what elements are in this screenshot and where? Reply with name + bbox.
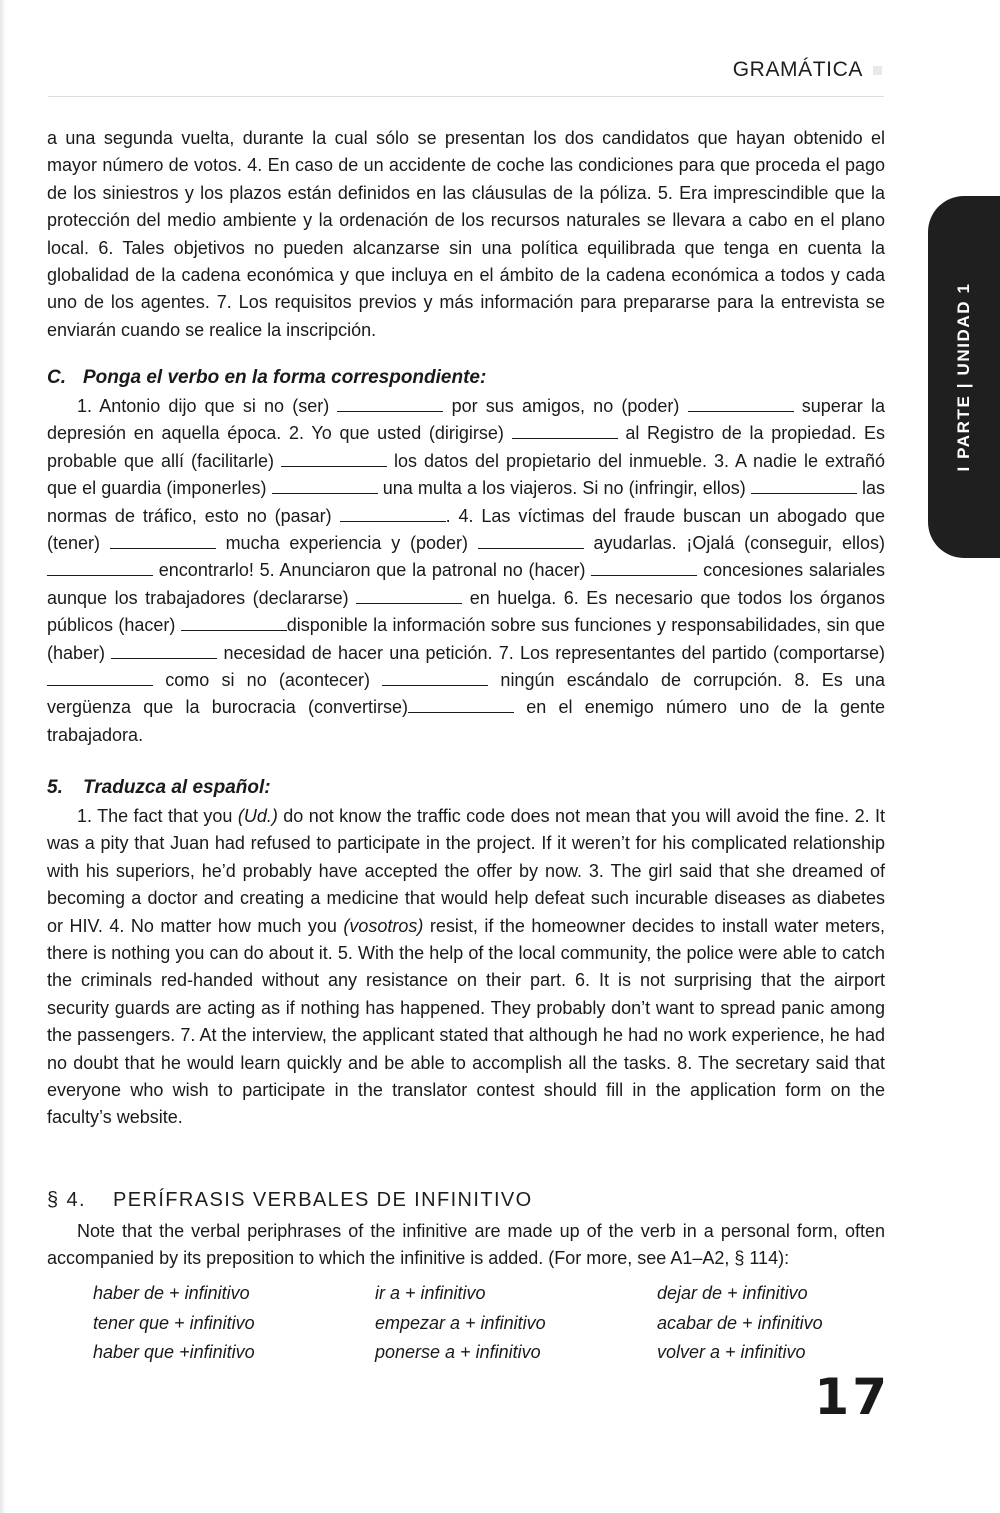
exercise-c-text: las normas de tráfico, esto no (pasar): [47, 478, 885, 526]
exercise-5-pronoun: (Ud.): [237, 806, 278, 826]
side-thumb-tab: [928, 196, 1000, 558]
fill-blank-14[interactable]: [111, 643, 217, 659]
section-4-note: Note that the verbal periphrases of the infinitive are made up of the verb in a personal form, often accompanied by its preposition to which the infinitive is added. (For more, see A1–A2, § 114):: [47, 1221, 885, 1269]
fill-blank-11[interactable]: [591, 560, 697, 576]
section-4-heading: [47, 1189, 885, 1212]
formula-item: haber que +infinitivo: [93, 1342, 255, 1362]
formula-item: haber de + infinitivo: [93, 1283, 250, 1303]
header-square-icon: [873, 66, 882, 75]
exercise-c-text: en huelga. 6. Es necesario que todos los órganos públicos (hacer): [47, 587, 885, 636]
exercise-c-text: mucha experiencia y (poder): [215, 533, 478, 554]
fill-blank-5[interactable]: [272, 478, 378, 494]
section-4-number: § 4.: [47, 1189, 86, 1211]
section-4: [47, 1189, 885, 1273]
fill-blank-15[interactable]: [47, 670, 153, 686]
exercise-c: [47, 367, 885, 749]
exercise-c-heading: [47, 367, 885, 389]
exercise-c-text: los datos del propietario del inmueble. 3. A nadie le extrañó que el guardia (imponerles): [47, 450, 885, 499]
side-tab-label: I PARTE | UNIDAD 1: [954, 282, 973, 472]
fill-blank-9[interactable]: [478, 533, 584, 549]
exercise-c-label: C.: [47, 367, 66, 388]
exercise-5: [47, 777, 885, 1132]
formula-item: volver a + infinitivo: [657, 1342, 806, 1362]
formula-item: ponerse a + infinitivo: [375, 1342, 541, 1362]
exercise-c-text: disponible la información sobre sus funciones y responsabilidades, sin que (haber): [47, 615, 885, 663]
fill-blank-6[interactable]: [751, 478, 857, 494]
exercise-5-heading: [47, 777, 885, 799]
exercise-c-text: una multa a los viajeros. Si no (infringir, ellos): [377, 478, 751, 499]
fill-blank-8[interactable]: [110, 533, 216, 549]
exercise-5-text: 1. The fact that you: [77, 806, 238, 826]
exercise-c-text: ayudarlas. ¡Ojalá (conseguir, ellos): [583, 533, 885, 554]
exercise-c-text: por sus amigos, no (poder): [443, 396, 688, 416]
exercise-c-text: concesiones salariales aunque los trabajadores (declararse): [47, 560, 885, 608]
exercise-c-text: superar la depresión en aquella época. 2. Yo que usted (dirigirse): [47, 396, 885, 444]
exercise-c-text: ningún escándalo de corrupción. 8. Es una vergüenza que la burocracia (convertirse): [47, 670, 885, 718]
fill-blank-10[interactable]: [47, 560, 153, 576]
section-4-title: PERÍFRASIS VERBALES DE INFINITIVO: [113, 1189, 533, 1211]
fill-blank-7[interactable]: [340, 506, 446, 522]
fill-blank-16[interactable]: [382, 670, 488, 686]
exercise-5-text: resist, if the homeowner decides to install water meters, there is nothing you can do about it. 5. With the help of the local community, the police were able to catch the criminals red-handed without any resistance on their part. 6. It is not surprising that the airport security guards are acting as if nothing has happened. They probably don’t want to spread panic among the passengers. 7. At the interview, the applicant stated that although he had no work experience, he had no doubt that he would learn quickly and be able to accomplish all the tasks. 8. The secretary said that everyone who wish to participate in the translator contest should fill in the application form on the faculty’s website.: [47, 915, 885, 1128]
exercise-c-text: necesidad de hacer una petición. 7. Los representantes del partido (comportarse): [217, 642, 886, 663]
exercise-c-text: encontrarlo! 5. Anunciaron que la patronal no (hacer): [153, 560, 592, 581]
formula-item: empezar a + infinitivo: [375, 1312, 546, 1333]
page-number: 17: [814, 1368, 890, 1426]
intro-block: [47, 125, 885, 344]
exercise-c-text: en el enemigo número uno de la gente trabajadora.: [47, 697, 885, 745]
fill-blank-4[interactable]: [281, 451, 387, 467]
exercise-5-text: do not know the traffic code does not mean that you will avoid the fine. 2. It was a pity that Juan had refused to participate in the project. If it weren’t for his complicated relationship with his superiors, he’d probably have accepted the offer by now. 3. The girl said that she dreamed of becoming a doctor and creating a medicine that would help defeat such incurable diseases as diabetes or HIV. 4. No matter how much you: [47, 806, 886, 936]
fill-blank-12[interactable]: [356, 588, 462, 604]
exercise-c-text: al Registro de la propiedad. Es probable que allí (facilitarle): [47, 423, 885, 471]
fill-blank-13[interactable]: [181, 615, 287, 631]
fill-blank-3[interactable]: [512, 423, 618, 439]
exercise-5-label: 5.: [47, 777, 63, 798]
formula-item: acabar de + infinitivo: [657, 1312, 823, 1333]
exercise-5-title: Traduzca al español:: [83, 777, 271, 798]
formula-item: ir a + infinitivo: [375, 1283, 486, 1303]
fill-blank-2[interactable]: [688, 396, 794, 412]
fill-blank-17[interactable]: [408, 697, 514, 713]
formula-item: dejar de + infinitivo: [657, 1283, 808, 1303]
exercise-c-text: . 4. Las víctimas del fraude buscan un abogado que (tener): [47, 505, 885, 554]
formula-item: tener que + infinitivo: [93, 1312, 255, 1333]
header-rule: [48, 96, 884, 97]
exercise-5-body: [47, 803, 885, 1132]
exercise-5-pronoun: (vosotros): [343, 915, 424, 936]
fill-blank-1[interactable]: [337, 396, 443, 412]
exercise-c-text: 1. Antonio dijo que si no (ser): [77, 396, 338, 416]
page-edge-shadow: [0, 0, 6, 1513]
running-header: [48, 58, 882, 82]
exercise-c-text: como si no (acontecer): [153, 670, 383, 691]
header-section-title: GRAMÁTICA: [732, 58, 863, 81]
intro-paragraph: a una segunda vuelta, durante la cual sólo se presentan los dos candidatos que hayan obtenido el mayor número de votos. 4. En caso de un accidente de coche las condiciones para que proceda el pago de los siniestros y los plazos están definidos en las cláusulas de la póliza. 5. Era imprescindible que la protección del medio ambiente y la ordenación de los recursos naturales se llevara a cabo en el plano local. 6. Tales objetivos no pueden alcanzarse sin una política equilibrada que tenga en cuenta la globalidad de la cadena económica y que incluya en el ámbito de la cadena económica a todos y cada uno de los agentes. 7. Los requisitos previos y más información para prepararse para la entrevista se enviarán cuando se realice la inscripción.: [47, 128, 885, 340]
exercise-c-body: [47, 393, 885, 749]
periphrasis-formula-list: [93, 1280, 853, 1367]
exercise-c-title: Ponga el verbo en la forma correspondiente:: [83, 367, 487, 388]
